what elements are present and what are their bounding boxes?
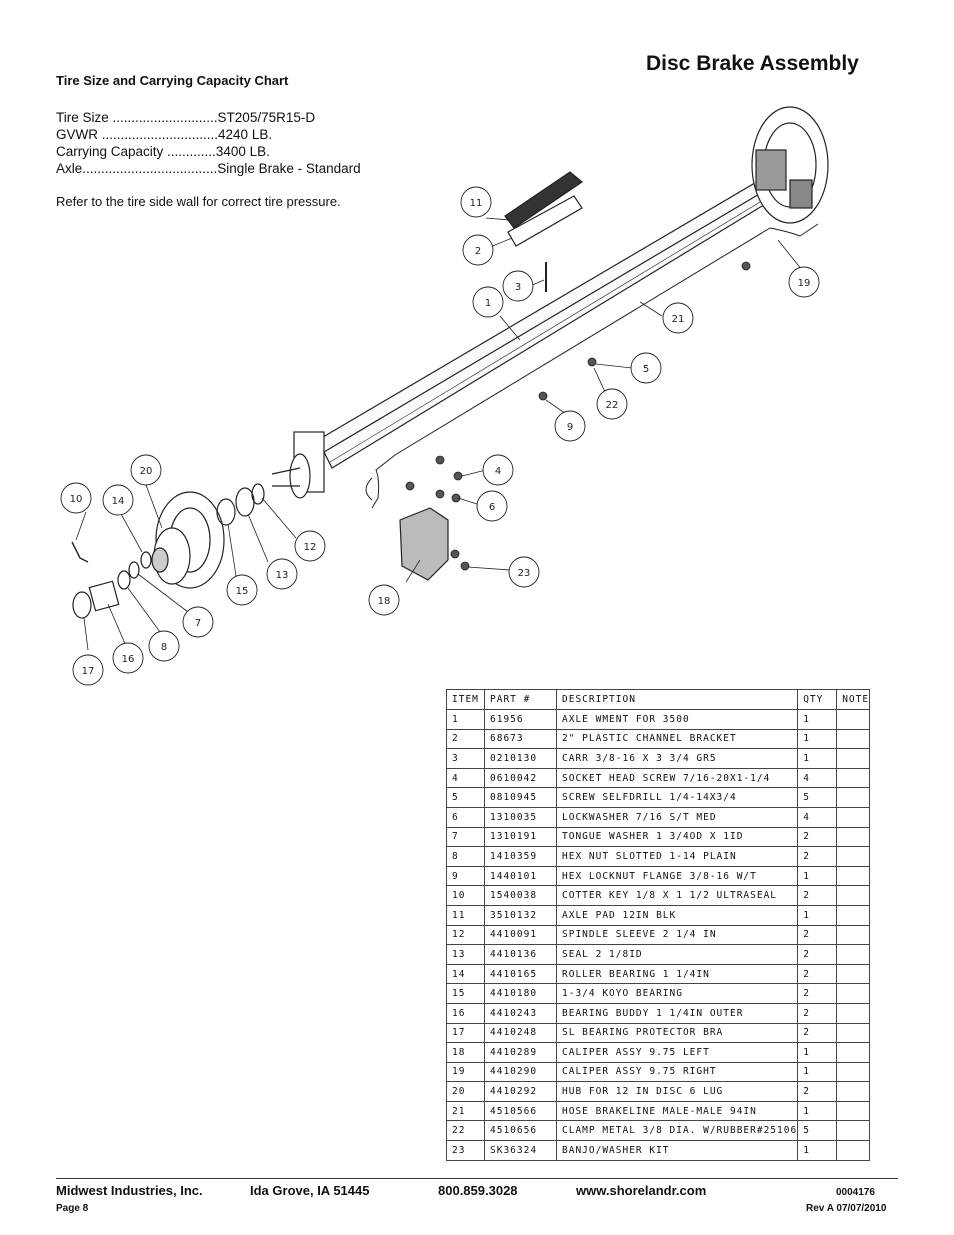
cell-note — [837, 1003, 870, 1023]
cell-part: 4410248 — [485, 1023, 557, 1043]
cell-note — [837, 1101, 870, 1121]
cell-description: CLAMP METAL 3/8 DIA. W/RUBBER#25106 — [557, 1121, 798, 1141]
cell-item: 23 — [447, 1141, 485, 1161]
table-row — [447, 827, 870, 847]
cell-description: HOSE BRAKELINE MALE-MALE 94IN — [557, 1101, 798, 1121]
cell-qty: 2 — [798, 925, 837, 945]
header-description: DESCRIPTION — [557, 690, 798, 710]
table-row — [447, 925, 870, 945]
cell-qty: 5 — [798, 788, 837, 808]
cell-part: 4410290 — [485, 1062, 557, 1082]
cell-item: 20 — [447, 1082, 485, 1102]
cell-qty: 1 — [798, 1043, 837, 1063]
cell-note — [837, 1043, 870, 1063]
cell-note — [837, 1062, 870, 1082]
table-row — [447, 1082, 870, 1102]
callout-10: 10 — [69, 494, 83, 505]
cell-item: 6 — [447, 807, 485, 827]
cell-qty: 1 — [798, 1062, 837, 1082]
cell-note — [837, 788, 870, 808]
footer-divider — [56, 1178, 898, 1179]
cell-description: CALIPER ASSY 9.75 RIGHT — [557, 1062, 798, 1082]
callout-6: 6 — [488, 502, 496, 513]
cell-part: 4410136 — [485, 945, 557, 965]
cell-note — [837, 1141, 870, 1161]
table-row — [447, 1003, 870, 1023]
cell-part: 4410289 — [485, 1043, 557, 1063]
cell-description: HEX LOCKNUT FLANGE 3/8-16 W/T — [557, 866, 798, 886]
cell-description: SEAL 2 1/8ID — [557, 945, 798, 965]
header-note: NOTE — [837, 690, 870, 710]
cell-part: 1310035 — [485, 807, 557, 827]
cell-qty: 2 — [798, 964, 837, 984]
callout-4: 4 — [494, 466, 502, 477]
brake-line-hose — [372, 224, 818, 508]
cell-description: 1-3/4 KOYO BEARING — [557, 984, 798, 1004]
cell-qty: 2 — [798, 945, 837, 965]
cell-description: SL BEARING PROTECTOR BRA — [557, 1023, 798, 1043]
cell-note — [837, 925, 870, 945]
bearing-protector — [73, 592, 91, 618]
cell-item: 16 — [447, 1003, 485, 1023]
table-row — [447, 1023, 870, 1043]
spec-label: GVWR ............................... — [56, 127, 219, 142]
cell-qty: 1 — [798, 749, 837, 769]
cell-part: 61956 — [485, 710, 557, 730]
cell-part: 4410243 — [485, 1003, 557, 1023]
callout-8: 8 — [160, 642, 168, 653]
cell-item: 13 — [447, 945, 485, 965]
cell-item: 12 — [447, 925, 485, 945]
callout-3: 3 — [514, 282, 522, 293]
table-row — [447, 1043, 870, 1063]
cell-part: 0210130 — [485, 749, 557, 769]
cell-note — [837, 768, 870, 788]
cell-note — [837, 964, 870, 984]
cell-description: HEX NUT SLOTTED 1-14 PLAIN — [557, 847, 798, 867]
callout-17: 17 — [81, 666, 95, 677]
cell-part: 0810945 — [485, 788, 557, 808]
cell-description: CALIPER ASSY 9.75 LEFT — [557, 1043, 798, 1063]
cell-description: TONGUE WASHER 1 3/4OD X 1ID — [557, 827, 798, 847]
cell-item: 11 — [447, 905, 485, 925]
footer-phone: 800.859.3028 — [438, 1183, 518, 1198]
cell-note — [837, 729, 870, 749]
cell-part: 4510656 — [485, 1121, 557, 1141]
cell-qty: 1 — [798, 1101, 837, 1121]
cell-qty: 1 — [798, 905, 837, 925]
footer-website: www.shorelandr.com — [576, 1183, 707, 1198]
cell-note — [837, 1121, 870, 1141]
spec-value: Single Brake - Standard — [217, 161, 361, 176]
cell-part: 1540038 — [485, 886, 557, 906]
cell-item: 18 — [447, 1043, 485, 1063]
table-row — [447, 1121, 870, 1141]
cell-note — [837, 827, 870, 847]
callout-15: 15 — [235, 586, 249, 597]
cell-description: CARR 3/8-16 X 3 3/4 GR5 — [557, 749, 798, 769]
page-title: Disc Brake Assembly — [646, 52, 859, 75]
callout-9: 9 — [566, 422, 574, 433]
table-row — [447, 749, 870, 769]
tire-pressure-note: Refer to the tire side wall for correct tire pressure. — [56, 194, 341, 209]
cell-item: 8 — [447, 847, 485, 867]
cell-part: 4410180 — [485, 984, 557, 1004]
cell-qty: 2 — [798, 1003, 837, 1023]
table-row — [447, 710, 870, 730]
cell-item: 10 — [447, 886, 485, 906]
callout-19: 19 — [797, 278, 811, 289]
cell-part: 3510132 — [485, 905, 557, 925]
table-row — [447, 788, 870, 808]
cell-qty: 4 — [798, 807, 837, 827]
bearing-buddy — [89, 581, 118, 610]
cell-item: 19 — [447, 1062, 485, 1082]
cell-description: 2" PLASTIC CHANNEL BRACKET — [557, 729, 798, 749]
cell-item: 17 — [447, 1023, 485, 1043]
cotter-key — [72, 542, 88, 562]
spec-label: Axle.................................... — [56, 161, 218, 176]
cell-item: 21 — [447, 1101, 485, 1121]
table-row — [447, 945, 870, 965]
footer-company: Midwest Industries, Inc. — [56, 1183, 203, 1198]
header-qty: QTY — [798, 690, 837, 710]
cell-qty: 2 — [798, 984, 837, 1004]
footer-revision: Rev A 07/07/2010 — [806, 1203, 887, 1214]
cell-item: 1 — [447, 710, 485, 730]
spec-value: 4240 LB. — [218, 127, 273, 142]
cell-description: COTTER KEY 1/8 X 1 1/2 ULTRASEAL — [557, 886, 798, 906]
cell-note — [837, 984, 870, 1004]
table-row — [447, 1101, 870, 1121]
callout-16: 16 — [121, 654, 135, 665]
cell-description: AXLE WMENT FOR 3500 — [557, 710, 798, 730]
cell-item: 15 — [447, 984, 485, 1004]
cell-note — [837, 749, 870, 769]
cell-qty: 2 — [798, 1082, 837, 1102]
cell-note — [837, 866, 870, 886]
cell-note — [837, 1082, 870, 1102]
callout-11: 11 — [469, 198, 483, 209]
cell-qty: 1 — [798, 1141, 837, 1161]
table-row — [447, 886, 870, 906]
right-caliper — [756, 150, 786, 190]
cell-qty: 1 — [798, 866, 837, 886]
cell-part: 0610042 — [485, 768, 557, 788]
cell-note — [837, 1023, 870, 1043]
cell-note — [837, 847, 870, 867]
cell-note — [837, 710, 870, 730]
spec-label: Carrying Capacity ............. — [56, 144, 216, 159]
cell-part: 4410292 — [485, 1082, 557, 1102]
slotted-nut — [118, 571, 130, 589]
header-item: ITEM — [447, 690, 485, 710]
spec-label: Tire Size ............................ — [56, 110, 218, 125]
left-caliper — [400, 508, 448, 580]
table-row — [447, 729, 870, 749]
callout-14: 14 — [111, 496, 125, 507]
cell-description: SPINDLE SLEEVE 2 1/4 IN — [557, 925, 798, 945]
callout-7: 7 — [194, 618, 202, 629]
callout-21: 21 — [671, 314, 685, 325]
cell-note — [837, 807, 870, 827]
spec-value: 3400 LB. — [215, 144, 270, 159]
cell-item: 9 — [447, 866, 485, 886]
cell-item: 4 — [447, 768, 485, 788]
footer-location: Ida Grove, IA 51445 — [250, 1183, 370, 1198]
table-row — [447, 984, 870, 1004]
tongue-washer — [129, 562, 139, 578]
table-row — [447, 1062, 870, 1082]
cell-description: SCREW SELFDRILL 1/4-14X3/4 — [557, 788, 798, 808]
header-part: PART # — [485, 690, 557, 710]
cell-qty: 2 — [798, 1023, 837, 1043]
cell-note — [837, 945, 870, 965]
table-row — [447, 768, 870, 788]
cell-description: SOCKET HEAD SCREW 7/16-20X1-1/4 — [557, 768, 798, 788]
cell-part: 1410359 — [485, 847, 557, 867]
cell-item: 22 — [447, 1121, 485, 1141]
callout-2: 2 — [474, 246, 482, 257]
table-row — [447, 964, 870, 984]
parts-table — [446, 689, 870, 1161]
cell-item: 5 — [447, 788, 485, 808]
cell-note — [837, 905, 870, 925]
cell-description: AXLE PAD 12IN BLK — [557, 905, 798, 925]
table-header-row — [447, 690, 870, 710]
table-row — [447, 847, 870, 867]
cell-part: 4510566 — [485, 1101, 557, 1121]
footer-page: Page 8 — [56, 1203, 89, 1214]
seal — [236, 488, 254, 516]
roller-bearing — [141, 552, 151, 568]
callout-1: 1 — [484, 298, 492, 309]
callout-5: 5 — [642, 364, 650, 375]
cell-qty: 4 — [798, 768, 837, 788]
cell-qty: 2 — [798, 827, 837, 847]
cell-part: 1440101 — [485, 866, 557, 886]
cell-part: 4410091 — [485, 925, 557, 945]
cell-qty: 1 — [798, 729, 837, 749]
footer-doc-number: 0004176 — [836, 1187, 875, 1198]
parts-table-body — [447, 710, 870, 1161]
callout-23: 23 — [517, 568, 531, 579]
spindle — [290, 454, 310, 498]
cell-description: ROLLER BEARING 1 1/4IN — [557, 964, 798, 984]
cell-part: 1310191 — [485, 827, 557, 847]
callout-12: 12 — [303, 542, 317, 553]
cell-qty: 1 — [798, 710, 837, 730]
cell-description: HUB FOR 12 IN DISC 6 LUG — [557, 1082, 798, 1102]
cell-description: BANJO/WASHER KIT — [557, 1141, 798, 1161]
table-row — [447, 1141, 870, 1161]
table-row — [447, 807, 870, 827]
callout-13: 13 — [275, 570, 289, 581]
spec-value: ST205/75R15-D — [217, 110, 316, 125]
cell-description: LOCKWASHER 7/16 S/T MED — [557, 807, 798, 827]
cell-part: 68673 — [485, 729, 557, 749]
cell-item: 14 — [447, 964, 485, 984]
cell-part: 4410165 — [485, 964, 557, 984]
chart-heading: Tire Size and Carrying Capacity Chart — [56, 73, 289, 88]
cell-qty: 2 — [798, 847, 837, 867]
cell-qty: 2 — [798, 886, 837, 906]
cell-item: 2 — [447, 729, 485, 749]
koyo-bearing — [217, 499, 235, 525]
callout-22: 22 — [605, 400, 619, 411]
table-row — [447, 866, 870, 886]
cell-item: 7 — [447, 827, 485, 847]
table-row — [447, 905, 870, 925]
cell-item: 3 — [447, 749, 485, 769]
cell-part: SK36324 — [485, 1141, 557, 1161]
callout-18: 18 — [377, 596, 391, 607]
cell-qty: 5 — [798, 1121, 837, 1141]
cell-description: BEARING BUDDY 1 1/4IN OUTER — [557, 1003, 798, 1023]
callout-20: 20 — [139, 466, 153, 477]
cell-note — [837, 886, 870, 906]
